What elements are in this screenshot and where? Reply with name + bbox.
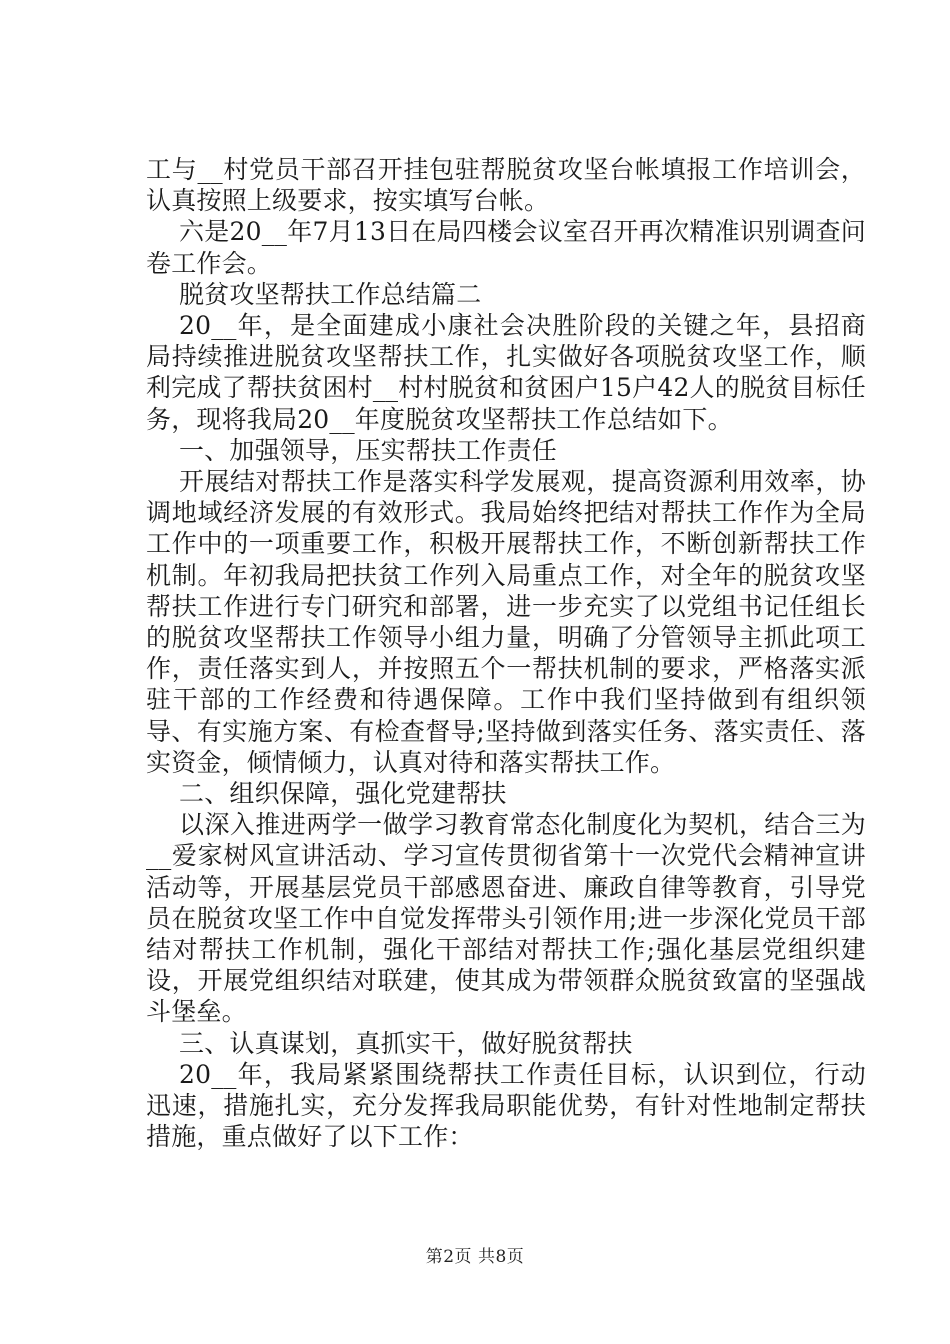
section-title: 脱贫攻坚帮扶工作总结篇二 bbox=[179, 279, 482, 309]
heading-one: 一、加强领导，压实帮扶工作责任 bbox=[179, 435, 558, 465]
paragraph-continuation: 工与__村党员干部召开挂包驻帮脱贫攻坚台帐填报工作培训会，认真按照上级要求，按实填写台帐。 bbox=[146, 155, 866, 216]
paragraph-leadership: 开展结对帮扶工作是落实科学发展观，提高资源利用效率，协调地域经济发展的有效形式。我局始终把结对帮扶工作作为全局工作中的一项重要工作，积极开展帮扶工作，不断创新帮扶工作机制。年初我局把扶贫工作列入局重点工作，对全年的脱贫攻坚帮扶工作进行专门研究和部署，进一步充实了以党组书记任组长的脱贫攻坚帮扶工作领导小组力量，明确了分管领导主抓此项工作，责任落实到人，并按照五个一帮扶机制的要求，严格落实派驻干部的工作经费和待遇保障。工作中我们坚持做到有组织领导、有实施方案、有检查督导;坚持做到落实任务、落实责任、落实资金，倾情倾力，认真对待和落实帮扶工作。 bbox=[146, 467, 866, 777]
paragraph-intro: 20__年，是全面建成小康社会决胜阶段的关键之年，县招商局持续推进脱贫攻坚帮扶工作，扎实做好各项脱贫攻坚工作，顺利完成了帮扶贫困村__村村脱贫和贫困户15户42人的脱贫目标任务，现将我局20__年度脱贫攻坚帮扶工作总结如下。 bbox=[146, 311, 866, 434]
paragraph-item-six: 六是20__年7月13日在局四楼会议室召开再次精准识别调查问卷工作会。 bbox=[146, 217, 866, 278]
paragraph-planning: 20__年，我局紧紧围绕帮扶工作责任目标，认识到位，行动迅速，措施扎实，充分发挥我局职能优势，有针对性地制定帮扶措施，重点做好了以下工作： bbox=[146, 1059, 866, 1152]
heading-two: 二、组织保障，强化党建帮扶 bbox=[179, 779, 507, 809]
paragraph-party-building: 以深入推进两学一做学习教育常态化制度化为契机，结合三为__爱家树风宣讲活动、学习宣传贯彻省第十一次党代会精神宣讲活动等，开展基层党员干部感恩奋进、廉政自律等教育，引导党员在脱贫攻坚工作中自觉发挥带头引领作用;进一步深化党员干部结对帮扶工作机制，强化干部结对帮扶工作;强化基层党组织建设，开展党组织结对联建，使其成为带领群众脱贫致富的坚强战斗堡垒。 bbox=[146, 810, 866, 1027]
page-number-footer: 第2页 共8页 bbox=[425, 1247, 525, 1267]
document-body bbox=[146, 154, 866, 1153]
heading-three: 三、认真谋划，真抓实干，做好脱贫帮扶 bbox=[179, 1028, 633, 1058]
